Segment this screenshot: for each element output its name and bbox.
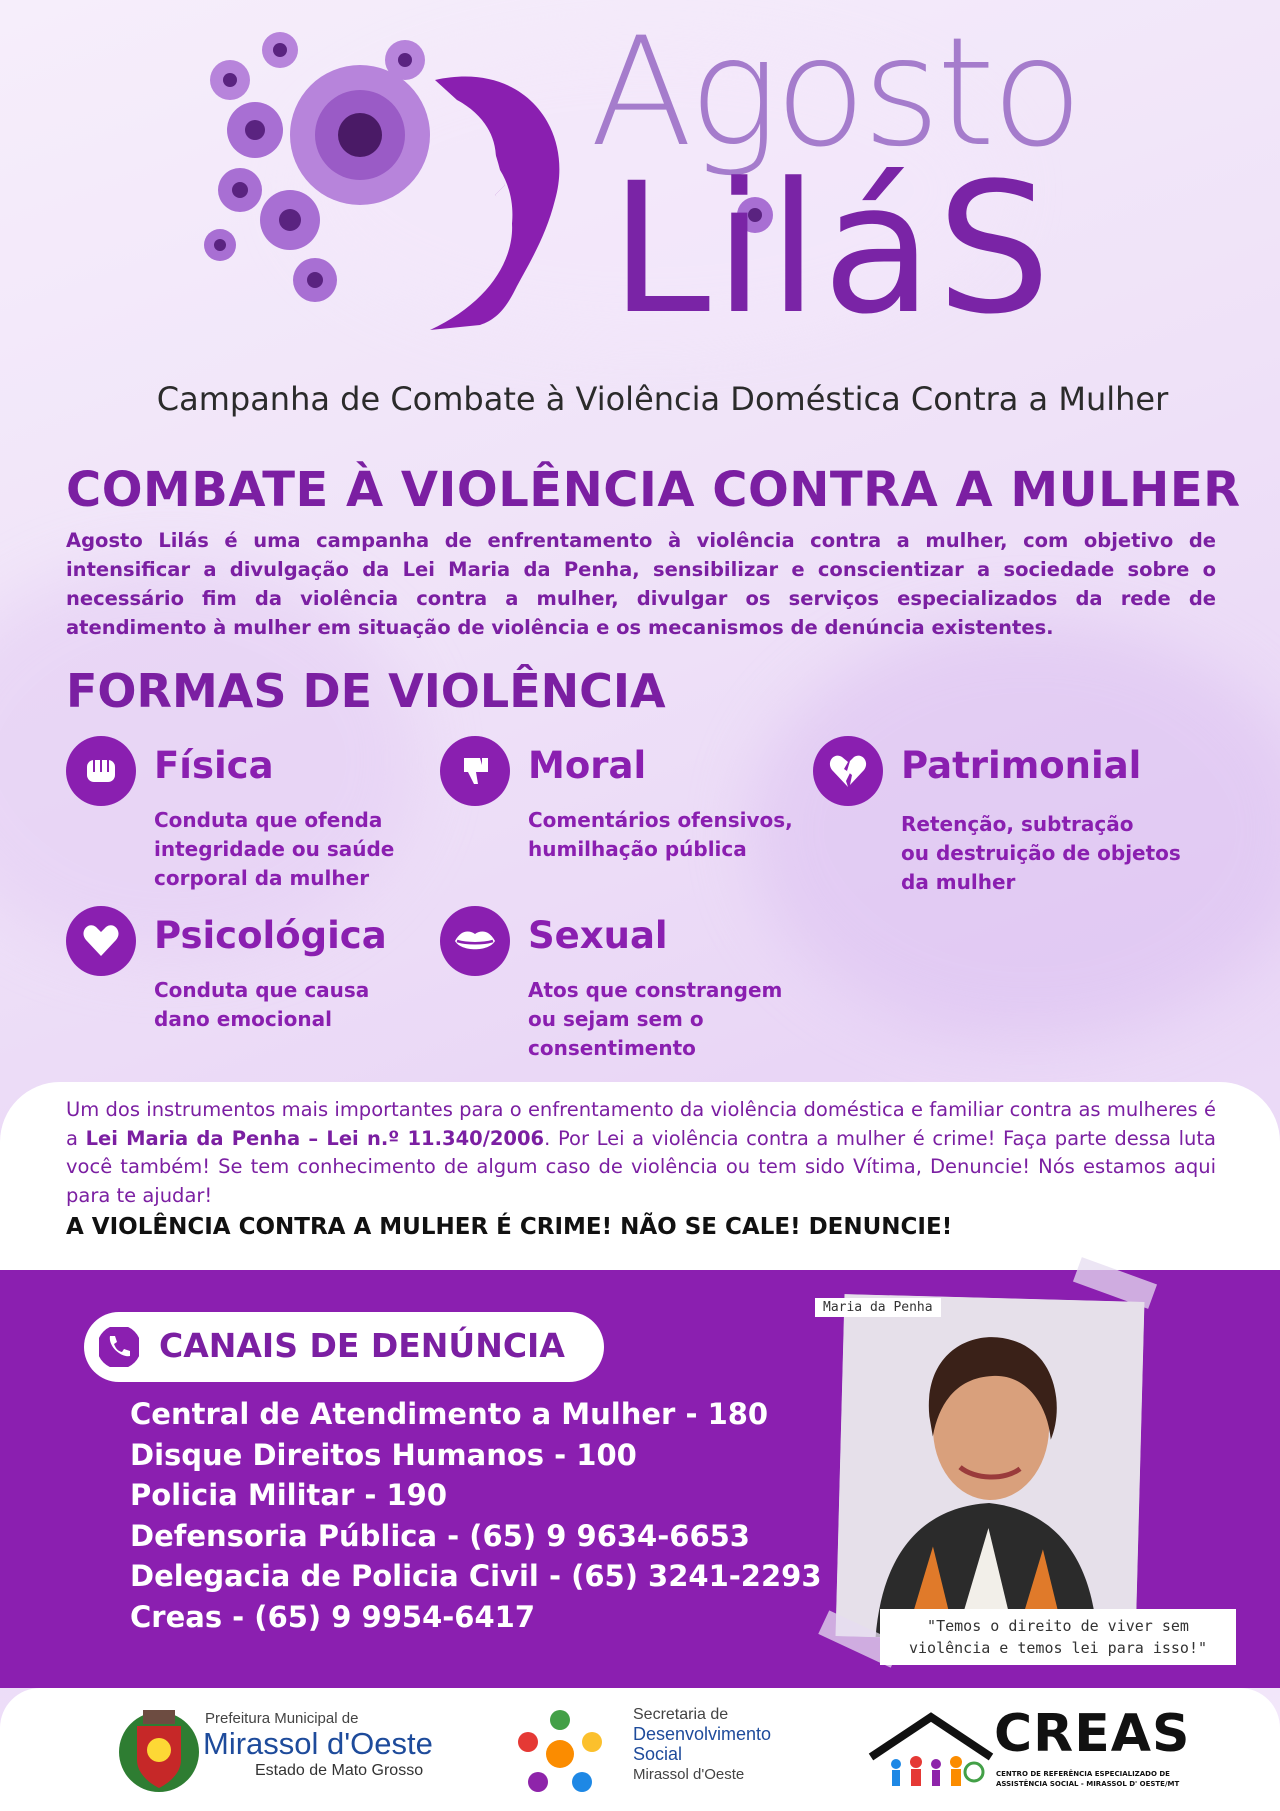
description-line: Retenção, subtração bbox=[901, 812, 1134, 836]
violence-description bbox=[528, 806, 793, 864]
channel-item: Policia Militar - 190 bbox=[130, 1478, 448, 1512]
channels-list bbox=[130, 1394, 822, 1637]
violence-name: Moral bbox=[528, 744, 647, 787]
photo-name-tag: Maria da Penha bbox=[815, 1298, 941, 1317]
title-agosto: Agosto bbox=[590, 6, 1080, 180]
campaign-subtitle: Campanha de Combate à Violência Doméstica Contra a Mulher bbox=[156, 380, 1169, 418]
woman-profile-icon bbox=[430, 77, 559, 330]
channel-item: Defensoria Pública - (65) 9 9634-6653 bbox=[130, 1518, 750, 1553]
intro-heading: COMBATE À VIOLÊNCIA CONTRA A MULHER bbox=[66, 462, 1241, 518]
violence-description bbox=[528, 976, 782, 1063]
heart-icon bbox=[66, 906, 136, 976]
law-name: Lei Maria da Penha – Lei n.º 11.340/2006 bbox=[85, 1126, 545, 1150]
woman-profile-flowers-illustration bbox=[195, 20, 595, 350]
description-line: da mulher bbox=[901, 870, 1016, 894]
violence-name: Patrimonial bbox=[901, 744, 1142, 787]
social-development-icon bbox=[510, 1702, 610, 1802]
intro-paragraph: Agosto Lilás é uma campanha de enfrentamento à violência contra a mulher, com objetivo de intensificar a divulgação da Lei Maria da Penha, sensibilizar e conscientizar a sociedade sobre o necessário fim da violência contra a mulher, divulgar os serviços especializados da rede de atendimento à mulher em situação de violência e os mecanismos de denúncia existentes. bbox=[66, 529, 1216, 639]
description-line: Conduta que ofenda bbox=[154, 808, 383, 832]
broken-heart-icon bbox=[813, 736, 883, 806]
sec-line2: Desenvolvimento bbox=[633, 1724, 772, 1744]
violence-description bbox=[901, 810, 1181, 897]
thumbs-down-icon bbox=[440, 736, 510, 806]
flowers-decoration bbox=[204, 32, 430, 302]
violence-name: Física bbox=[154, 744, 274, 787]
creas-sub2: ASSISTÊNCIA SOCIAL - MIRASSOL D' OESTE/MT bbox=[996, 1780, 1180, 1788]
phone-icon bbox=[84, 1312, 154, 1382]
description-line: consentimento bbox=[528, 1036, 696, 1060]
photo-quote bbox=[880, 1609, 1236, 1665]
description-line: corporal da mulher bbox=[154, 866, 370, 890]
creas-sub1: CENTRO DE REFERÊNCIA ESPECIALIZADO DE bbox=[996, 1770, 1170, 1778]
channel-item: Disque Direitos Humanos - 100 bbox=[130, 1437, 637, 1472]
lips-icon bbox=[440, 906, 510, 976]
sec-line1: Secretaria de bbox=[633, 1706, 729, 1723]
portrait-illustration bbox=[836, 1294, 1145, 1644]
forms-heading: FORMAS DE VIOLÊNCIA bbox=[66, 664, 666, 718]
channels-heading: CANAIS DE DENÚNCIA bbox=[159, 1326, 565, 1365]
description-line: integridade ou saúde bbox=[154, 837, 395, 861]
description-line: humilhação pública bbox=[528, 837, 747, 861]
law-text: . Por Lei a violência contra a mulher é crime! Faça parte dessa luta você também! Se tem conhecimento de algum caso de violência ou tem sido Vítima, Denuncie! Nós estamos aqui para te ajudar! bbox=[66, 1126, 1216, 1207]
maria-da-penha-photo bbox=[836, 1294, 1145, 1644]
sec-line3: Social bbox=[633, 1744, 683, 1764]
violence-description bbox=[154, 806, 394, 893]
quote-line: violência e temos lei para isso!" bbox=[908, 1639, 1207, 1657]
quote-line: "Temos o direito de viver sem bbox=[927, 1617, 1189, 1635]
law-text: Um dos instrumentos mais importantes para o enfrentamento da violência doméstica e familiar contra as mulheres é a bbox=[66, 1098, 1216, 1150]
description-line: ou sejam sem o bbox=[528, 1007, 704, 1031]
channel-item: Central de Atendimento a Mulher - 180 bbox=[130, 1397, 769, 1431]
channel-item: Delegacia de Policia Civil - (65) 3241-2293 bbox=[130, 1559, 822, 1593]
crime-slogan: A VIOLÊNCIA CONTRA A MULHER É CRIME! NÃO SE CALE! DENUNCIE! bbox=[66, 1214, 953, 1240]
pref-line3: Estado de Mato Grosso bbox=[255, 1762, 424, 1779]
creas-title: CREAS bbox=[994, 1704, 1191, 1764]
fist-icon bbox=[66, 736, 136, 806]
description-line: ou destruição de objetos bbox=[901, 841, 1181, 865]
description-line: Atos que constrangem bbox=[528, 978, 783, 1002]
description-line: Comentários ofensivos, bbox=[528, 808, 793, 832]
sec-line4: Mirassol d'Oeste bbox=[633, 1766, 745, 1783]
violence-description bbox=[154, 976, 369, 1034]
description-line: Conduta que causa bbox=[154, 978, 370, 1002]
coat-of-arms-icon bbox=[115, 1702, 203, 1798]
violence-name: Psicológica bbox=[154, 914, 387, 957]
channel-item: Creas - (65) 9 9954-6417 bbox=[130, 1599, 536, 1634]
house-family-icon bbox=[866, 1712, 996, 1792]
pref-line2: Mirassol d'Oeste bbox=[203, 1726, 433, 1761]
violence-name: Sexual bbox=[528, 914, 668, 957]
description-line: dano emocional bbox=[154, 1007, 332, 1031]
channels-heading-pill bbox=[84, 1312, 604, 1382]
law-paragraph bbox=[66, 1096, 1216, 1210]
pref-line1: Prefeitura Municipal de bbox=[205, 1710, 359, 1727]
title-lilas: LiláS bbox=[610, 145, 1055, 354]
